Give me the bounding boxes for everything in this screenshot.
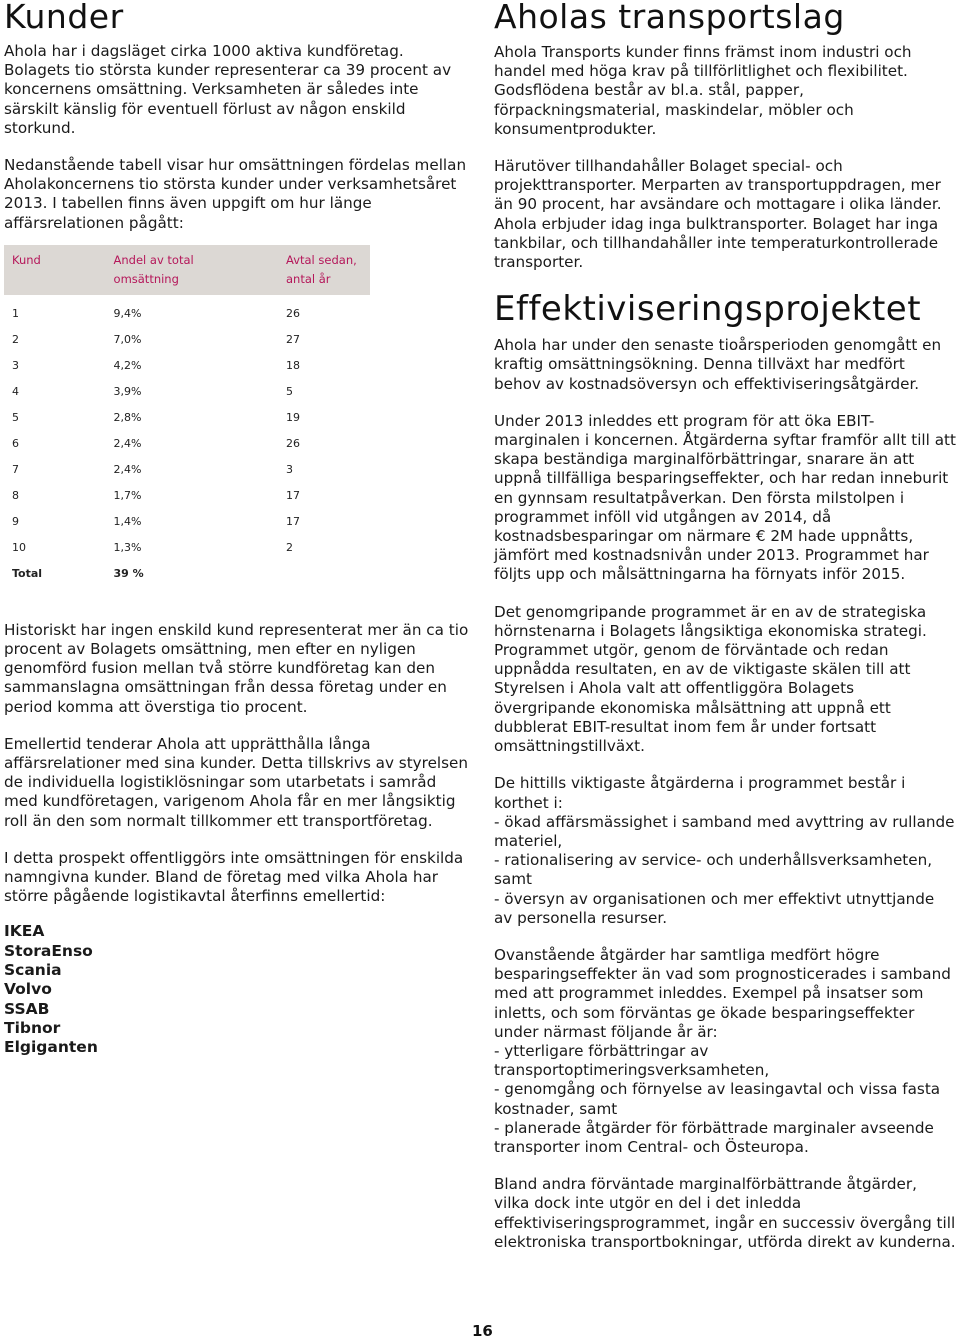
left-column: [4, 0, 474, 1058]
eff-paragraph-3: Det genomgripande programmet är en av de strategiska hörnstenarna i Bolagets långsiktiga ekonomiska strategi. Programmet utgör, genom de förväntade och redan uppnådda resultaten, en av de viktigaste skälen till att Styrelsen i Ahola valt att offentliggöra Bolagets övergripande ekonomiska målsättning att uppnå ett dubblerat EBIT-resultat inom fem år under fortsatt omsättningstillväxt.: [494, 602, 927, 756]
transport-paragraph-1: Ahola Transports kunder finns främst inom industri och handel med höga krav på tillförlitlighet och flexibilitet. Godsflödena består av bl.a. stål, papper, förpackningsmaterial, maskindelar, möbler och konsumentprodukter.: [494, 43, 912, 138]
list-item: - översyn av organisationen och mer effektivt utnyttjande av personella resurser.: [494, 889, 935, 927]
list-item: Scania: [4, 961, 62, 980]
list-item: SSAB: [4, 999, 50, 1018]
table-row: 5 2,8% 19: [12, 410, 300, 424]
header-kund: Kund: [4, 245, 106, 295]
eff-paragraph-1: Ahola har under den senaste tioårsperioden genomgått en kraftig omsättningsökning. Denna tillväxt har medfört behov av kostnadsöversyn och effektiviseringsåtgärder.: [494, 336, 942, 393]
list-item: - genomgång och förnyelse av leasingavtal och vissa fasta kostnader, samt: [494, 1080, 941, 1118]
history-paragraph: Historiskt har ingen enskild kund representerat mer än ca tio procent av Bolagets omsättning, men efter en nyligen genomförd fusion mellan två större kundföretag kan den sammanslagna omsättningan från dessa företag under en period komma att överstiga tio procent.: [4, 620, 469, 716]
list-item: IKEA: [4, 922, 45, 941]
table-row: 3 4,2% 18: [12, 358, 300, 372]
measures-intro: De hittills viktigaste åtgärderna i programmet består i korthet i:: [494, 774, 906, 812]
table-row: 7 2,4% 3: [12, 462, 293, 476]
customer-table: [4, 245, 370, 587]
list-item: Volvo: [4, 980, 52, 999]
table-row: 6 2,4% 26: [12, 436, 300, 450]
right-column: [494, 0, 956, 1270]
table-row: 2 7,0% 27: [12, 332, 300, 346]
section-title-effektivisering: Effektiviseringsprojektet: [494, 289, 922, 330]
eff-paragraph-2: Under 2013 inleddes ett program för att öka EBIT-marginalen i koncernen. Åtgärderna syftar framför allt till att skapa beständiga marginalförbättringar, snarare än att uppnå tillfälliga besparingseffekter, och har redan inneburit en gynnsam resultatpåverkan. Den första milstolpen i programmet inföll vid utgången av 2014, då kostnadsbesparingar om närmare € 2M hade uppnåtts, jämfört med kostnadsnivån under 2013. Programmet har följts upp och målsättningarna ha förnyats inför 2015.: [494, 411, 956, 584]
list-item: Tibnor: [4, 1018, 61, 1037]
header-avtal: Avtal sedan, antal år: [278, 245, 370, 295]
company-list: [4, 922, 474, 1057]
header-andel: Andel av total omsättning: [106, 245, 278, 295]
table-row: 9 1,4% 17: [12, 514, 300, 528]
section-title-transportslag: Aholas transportslag: [494, 0, 845, 36]
list-item: - ytterligare förbättringar av transportoptimeringsverksamheten,: [494, 1041, 770, 1080]
table-row: 4 3,9% 5: [12, 384, 293, 398]
list-item: StoraEnso: [4, 941, 93, 960]
list-item: - ökad affärsmässighet i samband med avyttring av rullande materiel,: [494, 812, 955, 850]
list-item: - planerade åtgärder för förbättrade marginaler avseende transporter inom Central- och Östeuropa.: [494, 1118, 934, 1156]
table-row: 1 9,4% 26: [12, 306, 300, 320]
table-intro-paragraph: Nedanstående tabell visar hur omsättningen fördelas mellan Aholakoncernens tio största kunder under verksamhetsåret 2013. I tabellen finns även uppgift om hur länge affärsrelationen pågått:: [4, 156, 467, 232]
transport-paragraph-2: Härutöver tillhandahåller Bolaget special- och projekttransporter. Merparten av transportuppdragen, mer än 90 procent, har avsändare och mottagare i olika länder. Ahola erbjuder idag inga bulktransporter. Bolaget har inga tankbilar, och tillhandahåller inte temperaturkontrollerade transporter.: [494, 157, 942, 272]
prospect-paragraph: I detta prospekt offentliggörs inte omsättningen för enskilda namngivna kunder. Bland de företag med vilka Ahola har större pågående logistikavtal återfinns emellertid:: [4, 848, 464, 906]
table-row: 10 1,3% 2: [12, 540, 293, 554]
savings-intro: Ovanstående åtgärder har samtliga medfört högre besparingseffekter än vad som prognosticerades i samband med att programmet inleddes. Exempel på insatser som inletts, och som förväntas ge ökade besparingseffekter under närmast följande år är:: [494, 945, 951, 1041]
section-title-kunder: Kunder: [4, 0, 124, 36]
page-number: 16: [472, 1322, 493, 1340]
table-total-row: Total 39 %: [12, 566, 144, 580]
list-item: Elgiganten: [4, 1038, 98, 1057]
kunder-intro-paragraph: Ahola har i dagsläget cirka 1000 aktiva kundföretag. Bolagets tio största kunder representerar ca 39 procent av koncernens omsättning. Verksamheten är således inte särskilt känslig för eventuell förlust av någon enskild storkund.: [4, 42, 452, 137]
relations-paragraph: Emellertid tenderar Ahola att upprätthålla långa affärsrelationer med sina kunder. Detta tillskrivs av styrelsen de individuella logistiklösningar som utarbetats i samråd med kundföretagen, varigenom Ahola får en mer långsiktig roll än den som normalt tillkommer ett transportföretag.: [4, 734, 469, 830]
closing-paragraph: Bland andra förväntade marginalförbättrande åtgärder, vilka dock inte utgör en del i det inledda effektiviseringsprogrammet, ingår en successiv övergång till elektroniska transportbokningar, utförda direkt av kunderna.: [494, 1175, 956, 1251]
table-row: 8 1,7% 17: [12, 488, 300, 502]
list-item: - rationalisering av service- och underhållsverksamheten, samt: [494, 851, 933, 889]
customer-table-header: [4, 245, 370, 295]
